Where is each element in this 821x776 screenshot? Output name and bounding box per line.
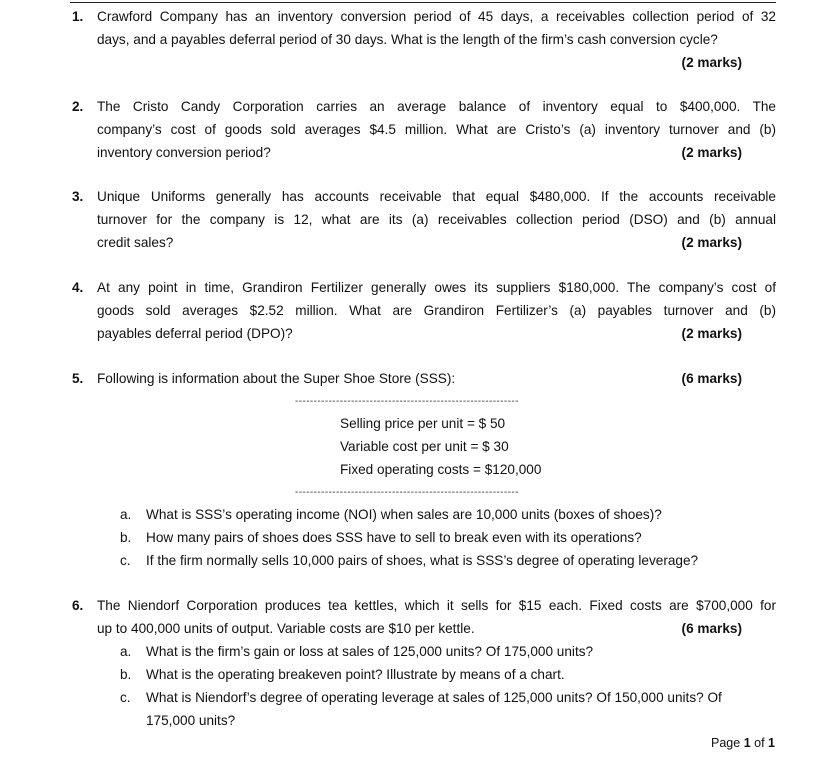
page-total: 1 [768,736,775,750]
page-label: Page [711,736,741,750]
question-text-line: payables deferral period (DPO)? [97,326,293,341]
question-text-line: Following is information about the Super Shoe Store (SSS): [97,371,456,386]
subpart-letter: a. [120,644,132,659]
subpart-6c [120,686,722,709]
question-number: 3. [72,189,84,204]
subpart-text: If the firm normally sells 10,000 pairs of shoes, what is SSS’s degree of operating leverage? [146,553,699,568]
question-text-line: days, and a payables deferral period of 30 days. What is the length of the firm’s cash conversion cycle? [97,32,718,47]
subpart-5c [120,549,698,572]
question-text-line: up to 400,000 units of output. Variable costs are $10 per kettle. [97,621,475,636]
marks-label: (2 marks) [681,145,742,160]
question-number: 1. [72,9,84,24]
question-text-line: company’s cost of goods sold averages $4.5 million. What are Cristo’s (a) inventory turnover and (b) [97,122,776,137]
marks-label: (2 marks) [681,326,742,341]
subpart-letter: b. [120,667,132,682]
subpart-letter: c. [120,690,131,705]
info-selling-price: Selling price per unit = $ 50 [340,416,506,431]
question-number: 6. [72,598,84,613]
question-text-line: At any point in time, Grandiron Fertilizer generally owes its suppliers $180,000. The company’s cost of [97,280,776,295]
subpart-letter: b. [120,530,132,545]
subpart-6b [120,663,565,686]
divider-bottom: ------------------------------------------------------------ [295,488,519,498]
info-fixed-costs: Fixed operating costs = $120,000 [340,462,542,477]
question-text-line: inventory conversion period? [97,145,271,160]
marks-label: (6 marks) [681,371,742,386]
question-number: 2. [72,99,84,114]
subpart-text: What is the operating breakeven point? Illustrate by means of a chart. [146,667,565,682]
subpart-letter: c. [120,553,131,568]
subpart-continuation: 175,000 units? [146,713,236,728]
question-number: 4. [72,280,84,295]
question-number: 5. [72,371,84,386]
subpart-text: What is Niendorf’s degree of operating leverage at sales of 125,000 units? Of 150,000 units? Of [146,690,722,705]
marks-label: (2 marks) [681,55,742,70]
marks-label: (2 marks) [681,235,742,250]
marks-label: (6 marks) [681,621,742,636]
page-current: 1 [743,736,751,750]
of-label: of [754,736,765,750]
subpart-5b [120,526,642,549]
info-variable-cost: Variable cost per unit = $ 30 [340,439,509,454]
question-text-line: credit sales? [97,235,174,250]
question-text-line: goods sold averages $2.52 million. What are Grandiron Fertilizer’s (a) payables turnover and (b) [97,303,776,318]
divider-top: ------------------------------------------------------------ [295,397,519,407]
question-text-line: Unique Uniforms generally has accounts receivable that equal $480,000. If the accounts receivable [97,189,776,204]
question-text-line: turnover for the company is 12, what are its (a) receivables collection period (DSO) and (b) annual [97,212,776,227]
subpart-text: What is the firm’s gain or loss at sales of 125,000 units? Of 175,000 units? [146,644,594,659]
top-rule [70,2,776,3]
question-text-line: Crawford Company has an inventory conversion period of 45 days, a receivables collection period of 32 [97,9,776,24]
subpart-text: What is SSS’s operating income (NOI) when sales are 10,000 units (boxes of shoes)? [146,507,662,522]
question-text-line: The Niendorf Corporation produces tea kettles, which it sells for $15 each. Fixed costs are $700,000 for [97,598,776,613]
subpart-5a [120,503,662,526]
page-footer [711,732,775,755]
subpart-6a [120,640,593,663]
question-text-line: The Cristo Candy Corporation carries an average balance of inventory equal to $400,000. The [97,99,776,114]
subpart-text: How many pairs of shoes does SSS have to sell to break even with its operations? [146,530,642,545]
subpart-letter: a. [120,507,132,522]
